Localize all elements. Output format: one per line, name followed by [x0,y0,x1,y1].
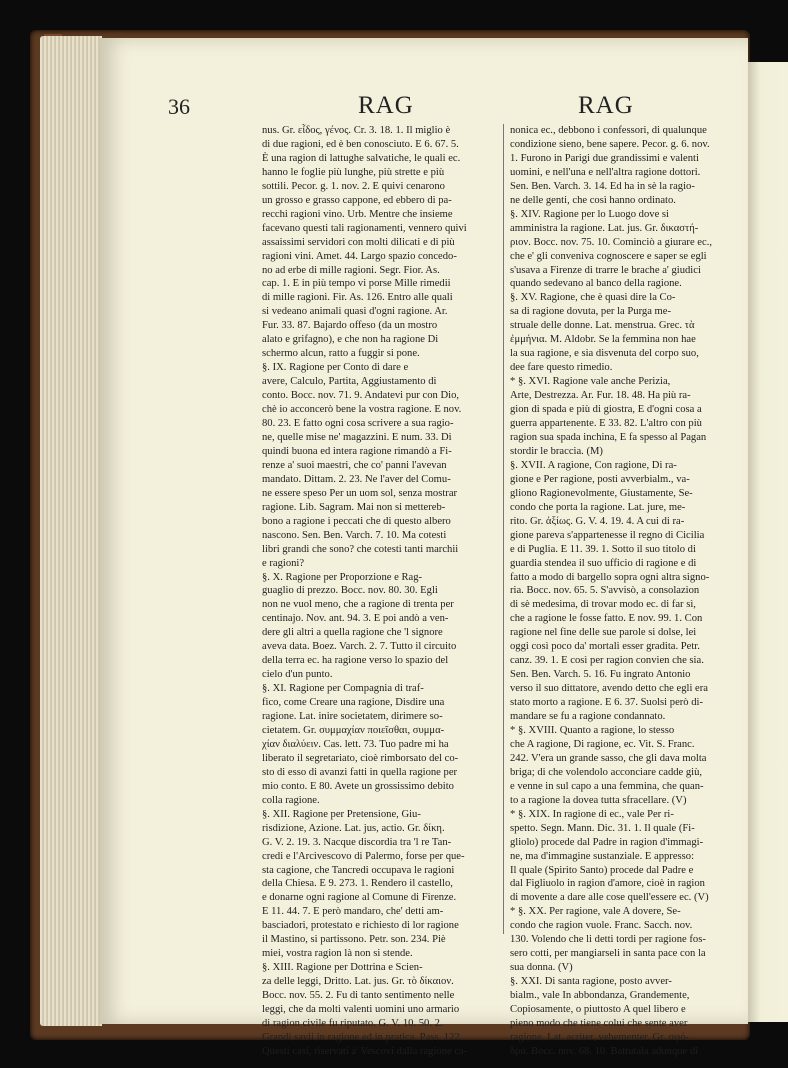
text-line: ragioni vini. Amet. 44. Largo spazio concedo- [262,250,457,262]
text-line: di ragion civile fu riputato. G. V. 10. 50. 2. [262,1018,443,1029]
text-column-left [262,124,502,1059]
text-line: È una ragion di lattughe salvatiche, le quali ec. [262,152,461,164]
text-line: Fur. 33. 87. Bajardo offeso (da un mostro [262,320,438,332]
text-line: sero cotti, per mangiarseli in santa pace con la [510,948,706,960]
text-line: ἐμμήνια. M. Aldobr. Se la femmina non hae [510,334,696,346]
text-line: si vedeano animali quasi d'ogni ragione. Ar. [262,306,448,318]
running-header-left: RAG [358,92,414,119]
text-line: gliono Ragionevolmente, Giustamente, Se- [510,487,693,499]
text-line: Arte, Destrezza. Ar. Fur. 18. 48. Ha più ra- [510,390,691,402]
text-line: e di Puglia. E 11. 39. 1. Sotto il suo titolo di [510,543,696,555]
text-line: mandare se fu a ragione condannato. [510,711,666,723]
text-line: no ad erbe di mille ragioni. Segr. Fior. As. [262,264,440,276]
text-line: Bocc. nov. 55. 2. Fu di tanto sentimento nelle [262,990,455,1002]
text-line: §. XIII. Ragione per Dottrina e Scien- [262,962,423,974]
text-line: ne delle genti, che così hanno ordinato. [510,194,676,206]
text-line: di sè medesima, di trovar modo ec. di far sì, [510,599,696,611]
text-line: cielo d'un punto. [262,669,333,681]
text-line: avere, Calculo, Partita, Aggiustamento di [262,376,437,388]
text-line: sa di ragione dovuta, per la Purga me- [510,306,672,318]
text-line: colla ragione. [262,794,320,806]
text-line: che e' gli conveniva cognoscere e saper se egli [510,250,707,262]
text-line: condo che porta la ragione. Lat. jure, me- [510,501,686,513]
text-line: ne, quelle mise ne' magazzini. E num. 33. Di [262,431,452,443]
text-line: E 11. 44. 7. E però mandaro, che' detti am- [262,906,444,918]
text-line: spetto. Segn. Mann. Dic. 31. 1. Il quale (Fi- [510,822,695,834]
text-line: Copiosamente, o piuttosto A quel libero e [510,1004,686,1016]
text-line: ria. Bocc. nov. 65. 5. S'avvisò, a consolazion [510,585,700,597]
text-line: ragione nel fine delle sue parole si dolse, lei [510,627,697,639]
text-line: χίαν διαλύειν. Cas. lett. 73. Tuo padre mi ha [262,738,449,750]
text-line: guerra appartenente. E 33. 82. L'altro con più [510,418,702,430]
text-line: il Mastino, si partissono. Petr. son. 234. Piè [262,934,446,946]
text-line: Grandi savii in ragione ed in pratica. Pass. 122. [262,1031,463,1043]
text-line: 80. 23. E fatto ogni cosa scrivere a sua ragio- [262,418,454,430]
text-line: ragion sua spada inchina, E fa spesso al Pagan [510,431,707,443]
text-line: sottili. Pecor. g. 1. nov. 2. E quivi cenarono [262,180,445,192]
text-line: 1. Furono in Parigi due grandissimi e valenti [510,152,699,164]
text-line: §. XXI. Di santa ragione, posto avver- [510,976,672,988]
text-line: §. XIV. Ragione per lo Luogo dove si [510,208,669,220]
text-line: dal Figliuolo in ragion d'amore, cioè in ragion [510,878,705,890]
text-line: alato e grifagno), e che non ha ragione Di [262,334,439,346]
text-line: sua donna. (V) [510,962,573,974]
text-line: centinajo. Nov. ant. 94. 3. E poi andò a ven- [262,613,449,625]
text-line: ragione. Lat. inire societatem, dirimere so- [262,711,443,723]
text-line: struale delle donne. Lat. menstrua. Grec. τὰ [510,320,695,332]
text-line: sto di esso di avanzi fatti in quella ragione per [262,766,458,778]
text-line: * §. XX. Per ragione, vale A dovere, Se- [510,906,681,918]
text-line: rito. Gr. ἀξίως. G. V. 4. 19. 4. A cui di ra- [510,515,685,527]
text-line: renze a' suoi maestri, che co' panni l'avevan [262,459,447,471]
text-line: briga; di che volendolo acconciare cadde giù, [510,766,703,778]
text-line: e ragioni? [262,557,305,569]
text-line: §. XVII. A ragione, Con ragione, Di ra- [510,459,677,471]
column-divider [503,124,504,934]
text-line: fatto a modo di bargello sopra ogni altra signo- [510,571,710,583]
text-line: canz. 39. 1. E così per ragion convien che sia. [510,655,704,667]
page-number: 36 [168,94,190,119]
text-line: miei, vostra ragion là non si stende. [262,948,413,960]
text-line: recchi ragioni vino. Urb. Mentre che insieme [262,208,453,220]
text-line: e donarne ogni ragione al Comune di Firenze. [262,892,457,904]
text-line: amministra la ragione. Lat. jus. Gr. δικαστή- [510,222,699,234]
text-line: to a ragione la dovea tutta sfracellare. (V) [510,794,687,806]
text-line: s'usava a Firenze di trarre le brache a' giudici [510,264,701,276]
text-line: della Chiesa. E 9. 273. 1. Rendero il castello, [262,878,453,890]
text-line: bialm., vale In abbondanza, Grandemente, [510,990,690,1002]
text-line: dee fare questo rimedio. [510,362,613,374]
text-line: della terra ec. ha ragione verso lo spazio del [262,655,449,667]
text-line: ne, ma d'immagine sustanziale. E appresso: [510,850,695,862]
text-line: cap. 1. E in più tempo vi porse Mille rimedii [262,278,451,290]
text-line: stordir le braccia. (M) [510,445,603,457]
text-line: condizione sieno, bene sapere. Pecor. g. 6. nov. [510,138,710,150]
text-line: fico, come Creare una ragione, Disdire una [262,697,445,709]
text-line: za delle leggi, Dritto. Lat. jus. Gr. τὸ δίκαιον. [262,976,454,988]
text-line: aveva data. Boez. Varch. 2. 7. Tutto il circuito [262,641,457,653]
text-line: leggi, che da molti valenti uomini uno armario [262,1004,460,1016]
text-line: nonica ec., debbono i confessori, di qualunque [510,125,707,136]
text-line: cietatem. Gr. συμμαχίαν ποιεῖσθαι, συμμα- [262,724,445,736]
text-line: guaglio di prezzo. Bocc. nov. 80. 30. Egli [262,585,438,597]
text-line: * §. XVI. Ragione vale anche Perizia, [510,376,671,388]
page-edges [40,36,102,1026]
text-line: gione e Per ragione, posti avverbialm., va- [510,473,690,485]
text-line: gione pareva s'appartenesse il regno di Cicilia [510,529,705,541]
text-line: §. XV. Ragione, che è quasi dire la Co- [510,292,676,304]
text-line: mandato. Dittam. 2. 23. Ne l'aver del Comu- [262,473,451,485]
text-line: e venne in sul capo a una femmina, che quan- [510,780,704,792]
text-line: quindi buona ed intera ragione rimandò a Fi- [262,445,452,457]
text-line: liberato il segretariato, cioè rimborsato del co- [262,752,459,764]
text-line: oggi così poco da' mortali esser gradita. Petr. [510,641,700,653]
text-line: nascono. Sen. Ben. Varch. 7. 10. Ma cotesti [262,529,447,541]
text-line: guardia stendea il suo ufficio di ragione e di [510,557,697,569]
text-line: 242. V'era un grande sasso, che gli dava molta [510,752,707,764]
text-line: δρα. Bocc. nov. 68. 10. Battutala adunque di [510,1045,699,1057]
text-line: condo che ragion vuole. Franc. Sacch. nov. [510,920,693,932]
text-line: conto. Bocc. nov. 71. 9. Andatevi pur con Dio, [262,390,460,402]
text-line: §. X. Ragione per Proporzione e Rag- [262,571,423,583]
text-line: basciadori, protestato e richiesto di lor ragione [262,920,459,932]
text-line: ragione. Lib. Sagram. Mai non si mettereb- [262,501,446,513]
text-line: mio conto. E 80. Avete un grossissimo debito [262,780,454,792]
text-line: uomini, e nell'una e nell'altra ragione dottori. [510,166,701,178]
text-line: facevano questi tali ragionamenti, vennero quivi [262,222,467,234]
text-line: che A ragione, Di ragione, ec. Vit. S. Franc. [510,738,695,750]
text-line: §. IX. Ragione per Conto di dare e [262,362,409,374]
text-line: G. V. 2. 19. 3. Nacque discordia tra 'l re Tan- [262,836,452,848]
text-column-right [510,124,750,1059]
text-line: Il quale (Spirito Santo) procede dal Padre e [510,864,694,876]
text-line: credi e l'Arcivescovo di Palermo, forse per que- [262,850,465,862]
text-line: di mille ragioni. Fir. As. 126. Entro alle quali [262,292,453,304]
text-line: sta cagione, che Tancredi occupava le ragioni [262,864,455,876]
text-line: ριον. Bocc. nov. 75. 10. Cominciò a giurare ec., [510,236,712,248]
text-line: nus. Gr. εἶδος, γένος. Cr. 3. 18. 1. Il miglio è [262,125,451,136]
text-line: un grosso e grasso cappone, ed ebbero di pa- [262,194,452,206]
text-line: stato morto a ragione. E 6. 37. Suolsi però di- [510,697,704,709]
text-line: Sen. Ben. Varch. 5. 16. Fu ingrato Antonio [510,669,691,681]
text-line: la sua ragione, e sia disvenuta del corpo suo, [510,348,699,360]
text-line: * §. XIX. In ragione di ec., vale Per ri- [510,808,674,820]
text-line: di due ragioni, ed è ben conosciuto. E 6. 67. 5. [262,138,459,150]
text-line: Questi casi, riservati a' Vescovi dalla ragione ca- [262,1045,468,1057]
text-line: dere gli altri a quella ragione che 'l signore [262,627,443,639]
text-line: di movente a dare alle cose quell'essere ec. (V) [510,892,709,904]
text-line: risdizione, Azione. Lat. jus, actio. Gr. δίκη. [262,822,445,834]
text-line: * §. XVIII. Quanto a ragione, lo stesso [510,724,675,736]
text-line: gion di spada e più di giostra, E d'ogni cosa a [510,404,702,416]
text-line: assaissimi servidori con molti dilicati e di più [262,236,455,248]
text-line: §. XII. Ragione per Pretensione, Giu- [262,808,421,820]
text-line: Sen. Ben. Varch. 3. 14. Ed ha in sè la ragio- [510,180,695,192]
running-header-right: RAG [578,92,634,119]
text-line: gliolo) procede dal Padre in ragion d'immagi- [510,836,704,848]
text-line: quando sedevano al banco della ragione. [510,278,682,290]
text-line: chè io acconcerò bene la vostra ragione. E nov. [262,404,462,416]
text-line: ne essere speso Per un uom sol, senza mostrar [262,487,458,499]
text-line: 130. Volendo che li detti tordi per ragione fos- [510,934,706,946]
text-line: pieno modo che tiene colui che sente aver [510,1018,688,1029]
text-line: schermo alcun, ratto a fuggir si pone. [262,348,420,360]
text-line: non ne vuol meno, che a ragione di trenta per [262,599,454,611]
text-line: §. XI. Ragione per Compagnia di traf- [262,683,424,695]
text-line: libri grandi che sono? che cotesti tanti marchii [262,543,459,555]
text-line: verso il suo dittatore, avendo detto che egli era [510,683,708,695]
text-line: hanno le foglie più lunghe, più strette e più [262,166,445,178]
text-line: ragione. Lat. acriter, vehementer. Gr. σφό- [510,1031,690,1043]
text-line: che a ragione le fosse fatto. E nov. 99. 1. Con [510,613,703,625]
text-line: bono a ragione i peccati che di questo albero [262,515,451,527]
